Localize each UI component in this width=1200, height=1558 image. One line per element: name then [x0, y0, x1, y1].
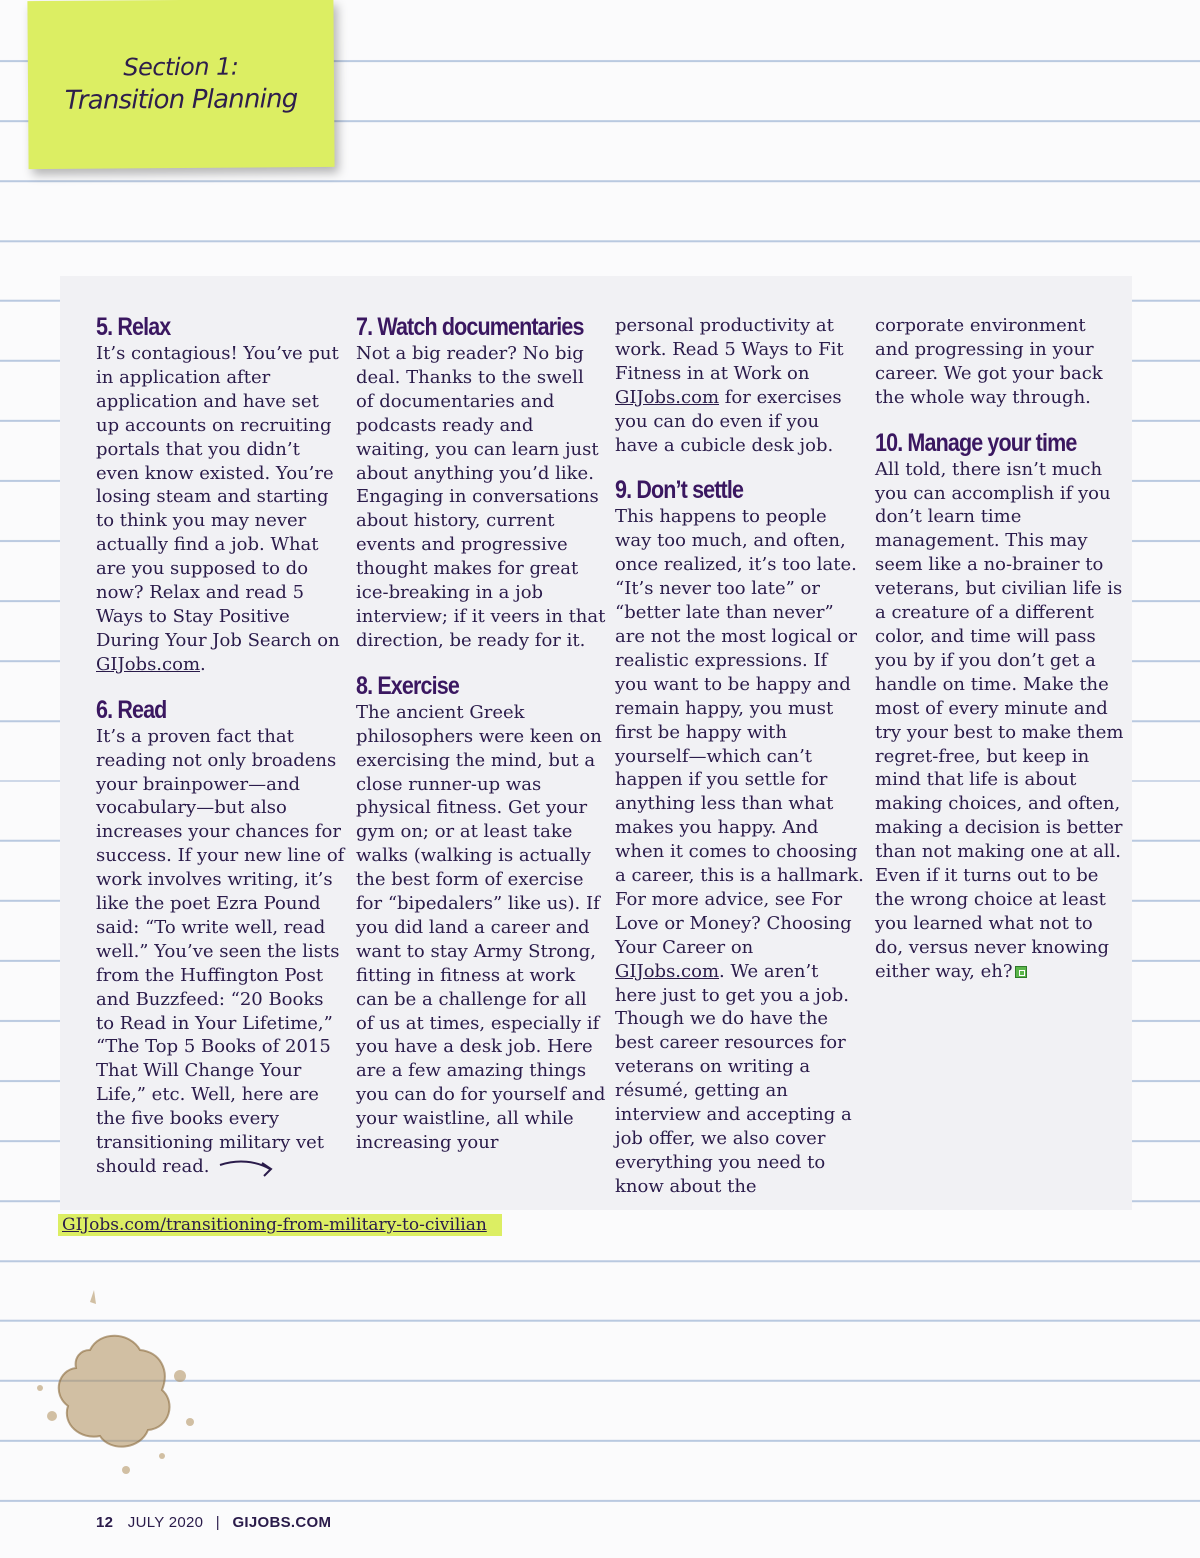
section-sticky-note [27, 0, 334, 169]
heading-dont-settle: 9. Don’t settle [615, 476, 744, 505]
heading-manage-your-time: 10. Manage your time [875, 428, 1077, 457]
gijobs-link[interactable]: GIJobs.com [615, 386, 720, 408]
paragraph-dont-settle [615, 505, 865, 1198]
heading-relax: 5. Relax [96, 313, 171, 341]
paragraph-relax-end: . [200, 653, 206, 675]
article-column-2 [356, 312, 606, 1155]
article-column-1 [96, 312, 346, 1179]
issue-date: JULY 2020 [127, 1514, 204, 1531]
gijobs-link[interactable]: GIJobs.com [615, 960, 720, 982]
paragraph-dont-settle-end: . We aren’t here just to get you a job. Though we do have the best career resources for veterans on writing a résumé, getting an interview and accepting a job offer, we also cover everything you need to know about the [615, 960, 852, 1197]
paragraph-manage-your-time [875, 458, 1125, 984]
article-column-3 [615, 314, 865, 1199]
site-name: GIJOBS.COM [232, 1514, 332, 1531]
section-number: Section 1: [123, 52, 239, 82]
paragraph-exercise-continued-end: for exercises you can do even if you have a cubicle desk job. [615, 386, 842, 456]
paragraph-relax [96, 342, 346, 677]
gijobs-link[interactable]: GIJobs.com [96, 653, 201, 675]
gi-end-mark-icon [1015, 966, 1027, 978]
page-number: 12 [96, 1514, 114, 1531]
heading-watch-documentaries: 7. Watch documentaries [356, 313, 584, 341]
arrow-icon [218, 1157, 278, 1177]
paragraph-read [96, 725, 346, 1179]
paragraph-relax-text: It’s contagious! You’ve put in application after application and have set up accounts on recruiting portals that you didn’t even know existed. You’re losing steam and starting to think you may never actually find a job. What are you supposed to do now? Relax and read 5 Ways to Stay Positive During Your Job Search on [96, 343, 340, 651]
heading-read: 6. Read [96, 695, 167, 724]
paragraph-dont-settle-text: This happens to people way too much, and often, once realized, it’s too late. “It’s never too late” or “better late than never” are not the most logical or realistic expressions. If you want to be happy and remain happy, you must first be happy with yourself—which can’t happen if you settle for anything less than what makes you happy. And when it comes to choosing a career, this is a hallmark. For more advice, see For Love or Money? Choosing Your Career on [615, 506, 864, 958]
paragraph-exercise-continued [615, 314, 865, 457]
section-title: Transition Planning [64, 84, 298, 116]
paragraph-exercise: The ancient Greek philosophers were keen on exercising the mind, but a close runner-up was physical fitness. Get your gym on; or at least take walks (walking is actually the best form of exercise for “bipedalers” like us). If you did land a career and want to stay Army Strong, fitting in fitness at work can be a challenge for all of us at times, especially if you have a desk job. Here are a few amazing things you can do for yourself and your waistline, all while increasing your [356, 701, 606, 1154]
paragraph-manage-your-time-text: All told, there isn’t much you can accomplish if you don’t learn time management. This may seem like a no-brainer to veterans, but civilian life is a creature of a different color, and time will pass you by if you don’t get a handle on time. Make the most of every minute and try your best to make them regret-free, but keep in mind that life is about making choices, and often, making a decision is better than not making one at all. Even if it turns out to be the wrong choice at least you learned what not to do, versus never knowing either way, eh? [875, 458, 1124, 982]
paragraph-dont-settle-continued: corporate environment and progressing in your career. We got your back the whole way through. [875, 315, 1103, 408]
page-footer [96, 1514, 331, 1531]
footer-separator: | [215, 1514, 220, 1531]
coffee-stain [30, 1290, 210, 1490]
heading-exercise: 8. Exercise [356, 671, 459, 700]
article-column-4 [875, 314, 1125, 984]
paragraph-exercise-continued-text: personal productivity at work. Read 5 Ways to Fit Fitness in at Work on [615, 315, 844, 384]
article-url-link[interactable]: GIJobs.com/transitioning-from-military-to-civilian [62, 1215, 487, 1235]
paragraph-watch-documentaries: Not a big reader? No big deal. Thanks to the swell of documentaries and podcasts ready and waiting, you can learn just about anything you’d like. Engaging in conversations about history, current events and progressive thought makes for great ice-breaking in a job interview; if it veers in that direction, be ready for it. [356, 343, 606, 651]
paragraph-read-text: It’s a proven fact that reading not only broadens your brainpower—and vocabulary—but also increases your chances for success. If your new line of work involves writing, it’s like the poet Ezra Pound said: “To write well, read well.” You’ve seen the lists from the Huffington Post and Buzzfeed: “20 Books to Read in Your Lifetime,” “The Top 5 Books of 2015 That Will Change Your Life,” etc. Well, here are the five books every transitioning military vet should read. [96, 725, 345, 1177]
